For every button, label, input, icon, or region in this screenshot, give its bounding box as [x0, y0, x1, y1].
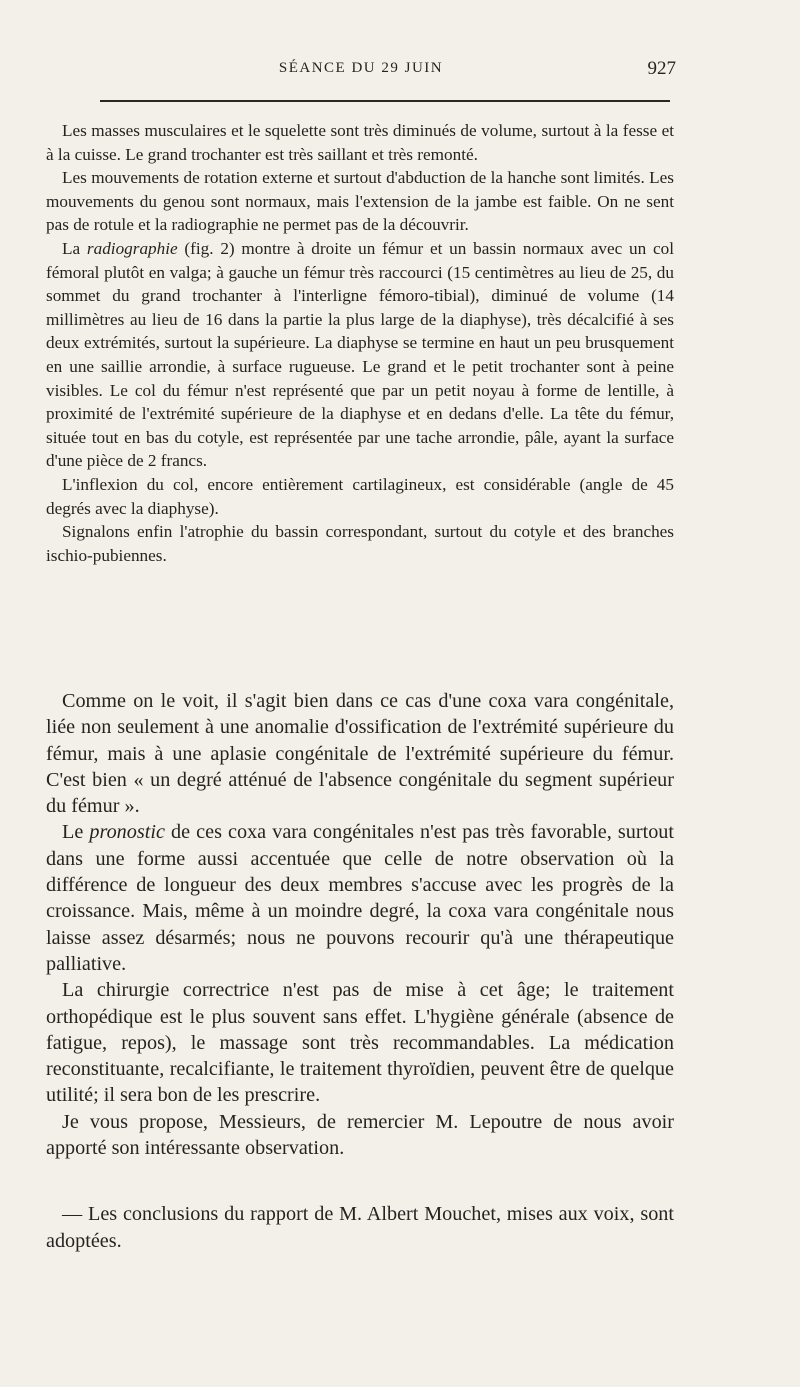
- paragraph-movements: Les mouvements de rotation externe et surtout d'abduction de la hanche sont limités. Les mouvements du genou sont normaux, mais l'extension de la jambe est faible. On ne sent pas de rotule et la radiographie ne permet pas de la découvrir.: [46, 168, 674, 235]
- paragraph-conclusion: — Les conclusions du rapport de M. Albert Mouchet, mises aux voix, sont adoptées.: [46, 1203, 674, 1252]
- text-rest: de ces coxa vara congénitales n'est pas très favorable, surtout dans une forme aussi accentuée que celle de notre observation où la différence de longueur des deux membres s'accuse avec les progrès de la croissance. Mais, même à un moindre degré, la coxa vara congénitale nous laisse assez désarmés; nous ne pouvons recourir qu'à une thérapeutique palliative.: [46, 821, 674, 975]
- italic-term: pronostic: [89, 821, 165, 844]
- page-number: 927: [647, 58, 676, 79]
- paragraph-radiography: [46, 237, 674, 473]
- paragraph-thanks: Je vous propose, Messieurs, de remercier M. Lepoutre de nous avoir apporté son intéressante observation.: [46, 1110, 674, 1160]
- text-lead: La: [62, 238, 87, 258]
- paragraph-treatment: La chirurgie correctrice n'est pas de mise à cet âge; le traitement orthopédique est le plus souvent sans effet. L'hygiène générale (absence de fatigue, repos), le massage sont très recommandables. La médication reconstituante, recalcifiante, le traitement thyroïdien, peuvent être de quelque utilité; il sera bon de les prescrire.: [46, 979, 674, 1107]
- running-head: SÉANCE DU 29 JUIN: [278, 60, 444, 76]
- text-rest: (fig. 2) montre à droite un fémur et un bassin normaux avec un col fémoral plutôt en valga; à gauche un fémur très raccourci (15 centimètres au lieu de 25, du sommet du grand trochanter à l'interligne fémoro-tibial), diminué de volume (14 millimètres au lieu de 16 dans la partie la plus large de la diaphyse), très décalcifié à ses deux extrémités, surtout la supérieure. La diaphyse se termine en haut un peu brusquement en une saillie arrondie, à surface rugueuse. Le grand et le petit trochanter sont à peine visibles. Le col du fémur n'est représenté que par un petit noyau à forme de lentille, à proximité de l'extrémité supérieure de la diaphyse et en dedans d'elle. La tête du fémur, située tout en bas du cotyle, est représentée par une tache arrondie, pâle, ayant la surface d'une pièce de 2 francs.: [46, 238, 674, 471]
- paragraph-diagnosis: Comme on le voit, il s'agit bien dans ce cas d'une coxa vara congénitale, liée non seulement à une anomalie d'ossification de l'extrémité supérieure du fémur, mais à une aplasie congénitale de l'extrémité supérieure du fémur. C'est bien « un degré atténué de l'absence congénitale du segment supérieur du fémur ».: [46, 690, 674, 818]
- paragraph-inflexion: L'inflexion du col, encore entièrement cartilagineux, est considérable (angle de 45 degrés avec la diaphyse).: [46, 474, 674, 518]
- case-description: [46, 119, 674, 567]
- paragraph-prognosis: [46, 819, 674, 977]
- text-lead: Le: [62, 821, 90, 844]
- report-discussion: [46, 688, 674, 1254]
- paragraph-muscles: Les masses musculaires et le squelette sont très diminués de volume, surtout à la fesse et à la cuisse. Le grand trochanter est très saillant et très remonté.: [46, 121, 674, 164]
- page-header: [46, 60, 676, 84]
- italic-term: radiographie: [86, 238, 178, 258]
- header-rule: [100, 100, 670, 102]
- paragraph-atrophy: Signalons enfin l'atrophie du bassin correspondant, surtout du cotyle et des branches ischio-pubiennes.: [46, 522, 674, 565]
